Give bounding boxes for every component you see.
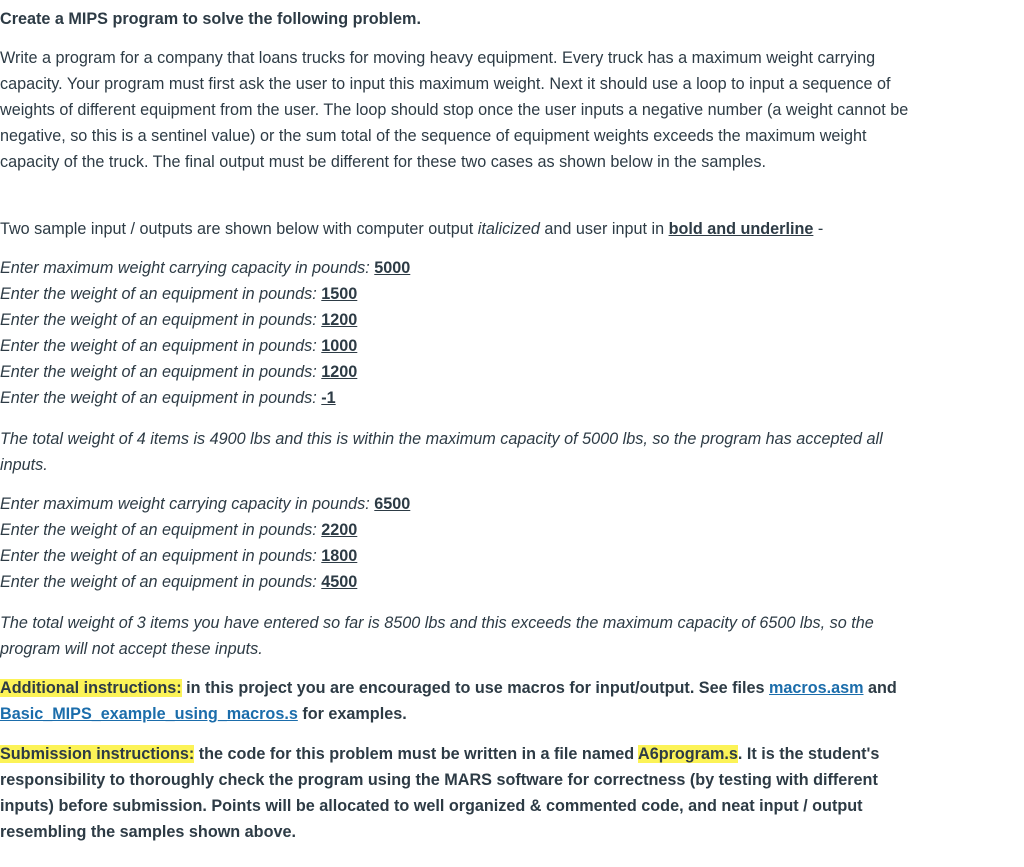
computer-prompt: Enter maximum weight carrying capacity in pounds:: [0, 495, 375, 513]
sample-1-result-line-1: The total weight of 4 items is 4900 lbs and this is within the maximum capacity of 5000 lbs, so the program has accepted all: [0, 430, 883, 448]
additional-instructions-label: Additional instructions:: [0, 679, 182, 697]
submission-filename: A6program.s: [638, 745, 738, 763]
additional-text-1: in this project you are encouraged to use macros for input/output. See files: [181, 679, 769, 697]
user-input: 1800: [321, 547, 358, 565]
computer-prompt: Enter the weight of an equipment in pounds:: [0, 311, 322, 329]
sample-1-line: [0, 359, 915, 385]
additional-line-2: [0, 701, 915, 727]
sample-1-line: [0, 281, 915, 307]
computer-prompt: Enter the weight of an equipment in pounds:: [0, 363, 322, 381]
submission-text-1: the code for this problem must be written in a file named: [194, 745, 638, 763]
samples-intro-text-1: Two sample input / outputs are shown below with computer output: [0, 220, 478, 238]
submission-line-2: responsibility to thoroughly check the program using the MARS software for correctness (by testing with different: [0, 771, 878, 789]
sample-1-result: [0, 426, 915, 478]
samples-intro-italic: italicized: [477, 220, 540, 238]
sample-2-io: [0, 491, 915, 595]
user-input: 6500: [374, 495, 411, 513]
samples-intro: [0, 216, 915, 242]
additional-line-1: [0, 675, 915, 701]
sample-1-result-line-2: inputs.: [0, 456, 48, 474]
submission-line-1: [0, 741, 915, 767]
sample-1-line: [0, 255, 915, 281]
submission-line-3: inputs) before submission. Points will be allocated to well organized & commented code, and neat input / output: [0, 797, 863, 815]
user-input: 1000: [321, 337, 358, 355]
samples-intro-text-3: -: [813, 220, 824, 238]
page-heading: Create a MIPS program to solve the following problem.: [0, 10, 421, 28]
user-input: -1: [321, 389, 336, 407]
computer-prompt: Enter maximum weight carrying capacity in pounds:: [0, 259, 375, 277]
sample-2-line: [0, 569, 915, 595]
user-input: 5000: [374, 259, 411, 277]
submission-line-4: resembling the samples shown above.: [0, 823, 296, 841]
sample-2-line: [0, 543, 915, 569]
computer-prompt: Enter the weight of an equipment in pounds:: [0, 573, 322, 591]
submission-text-2: . It is the student's: [737, 745, 880, 763]
basic-mips-example-link[interactable]: Basic_MIPS_example_using_macros.s: [0, 705, 298, 723]
additional-instructions: [0, 675, 915, 727]
additional-text-3: for examples.: [297, 705, 407, 723]
computer-prompt: Enter the weight of an equipment in pounds:: [0, 285, 322, 303]
sample-1-line: [0, 385, 915, 411]
problem-description: Write a program for a company that loans trucks for moving heavy equipment. Every truck has a maximum weight carrying capacity. Your program must first ask the user to input this maximum weight. Next it should use a loop to input a sequence of weights of different equipment from the user. The loop should stop once the user inputs a negative number (a weight cannot be negative, so this is a sentinel value) or the sum total of the sequence of equipment weights exceeds the maximum weight capacity of the truck. The final output must be different for these two cases as shown below in the samples.: [0, 49, 909, 171]
submission-instructions-label: Submission instructions:: [0, 745, 195, 763]
user-input: 2200: [321, 521, 358, 539]
macros-asm-link[interactable]: macros.asm: [769, 679, 864, 697]
sample-1-line: [0, 333, 915, 359]
sample-2-result: [0, 610, 915, 662]
user-input: 1200: [321, 363, 358, 381]
sample-2-result-line-1: The total weight of 3 items you have entered so far is 8500 lbs and this exceeds the maximum capacity of 6500 lbs, so the: [0, 614, 874, 632]
computer-prompt: Enter the weight of an equipment in pounds:: [0, 521, 322, 539]
sample-2-line: [0, 517, 915, 543]
sample-1-line: [0, 307, 915, 333]
additional-text-2: and: [863, 679, 897, 697]
samples-intro-text-2: and user input in: [539, 220, 669, 238]
sample-2-line: [0, 491, 915, 517]
samples-intro-bold-underline: bold and underline: [668, 220, 814, 238]
computer-prompt: Enter the weight of an equipment in pounds:: [0, 547, 322, 565]
user-input: 4500: [321, 573, 358, 591]
sample-1-io: [0, 255, 915, 411]
user-input: 1500: [321, 285, 358, 303]
computer-prompt: Enter the weight of an equipment in pounds:: [0, 337, 322, 355]
sample-2-result-line-2: program will not accept these inputs.: [0, 640, 263, 658]
user-input: 1200: [321, 311, 358, 329]
computer-prompt: Enter the weight of an equipment in pounds:: [0, 389, 322, 407]
submission-instructions: [0, 741, 915, 845]
